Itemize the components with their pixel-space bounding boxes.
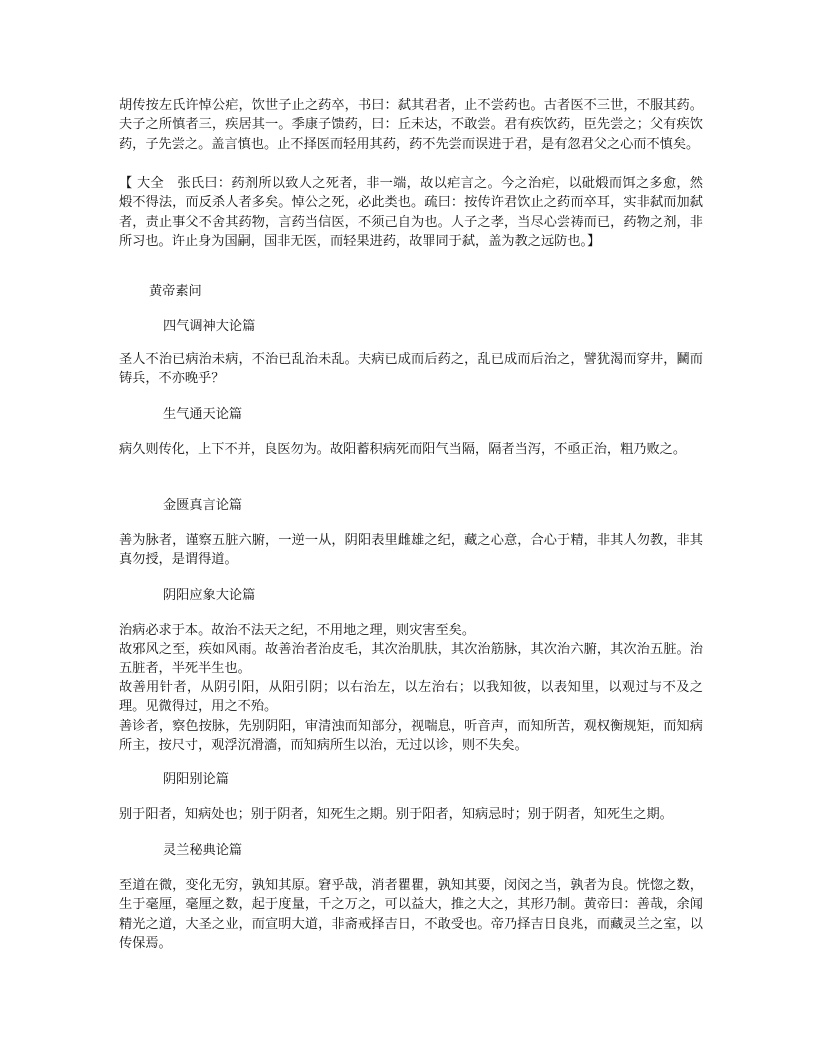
chapter-heading-yinyang-yingxiang: 阴阳应象大论篇 xyxy=(163,588,256,603)
paragraph-shengqi: 病久则传化，上下不并，良医勿为。故阳蓄积病死而阳气当隔，隔者当泻，不亟正治，粗乃败之。 xyxy=(119,442,687,457)
paragraph-hu-commentary: 胡传按左氏许悼公疟，饮世子止之药卒，书曰：弑其君者，止不尝药也。古者医不三世，不服其药。夫子之所慎者三，疾居其一。季康子馈药，曰：丘未达，不敢尝。君有疾饮药，臣先尝之；父有疾饮药，子先尝之。盖言慎也。止不择医而轻用其药，药不先尝而误进于君，是有忽君父之心而不慎矣。 xyxy=(119,98,703,152)
chapter-heading-shengqi: 生气通天论篇 xyxy=(163,407,243,422)
paragraph-yingxiang-2: 故邪风之至，疾如风雨。故善治者治皮毛，其次治肌肤，其次治筋脉，其次治六腑，其次治五脏。治五脏者，半死半生也。 xyxy=(119,642,703,677)
paragraph-yinyang-bie: 别于阳者，知病处也；别于阴者，知死生之期。别于阳者，知病忌时；别于阴者，知死生之期。 xyxy=(119,807,673,822)
chapter-heading-siqi: 四气调神大论篇 xyxy=(163,319,256,334)
paragraph-siqi: 圣人不治已病治未病，不治已乱治未乱。夫病已成而后药之，乱已成而后治之，譬犹渴而穿井，鬭而铸兵，不亦晚乎？ xyxy=(119,352,703,387)
paragraph-jingui: 善为脉者，谨察五脏六腑，一逆一从，阴阳表里雌雄之纪，藏之心意，合心于精，非其人勿教，非其真勿授，是谓得道。 xyxy=(119,533,703,568)
paragraph-daquan-note: 【 大全 张氏曰：药剂所以致人之死者，非一端，故以疟言之。今之治疟，以砒煅而饵之多愈，然煅不得法，而反杀人者多矣。悼公之死，必此类也。疏曰：按传许君饮止之药而卒耳，实非弑而加弑者，责止事父不舍其药物，言药当信医，不须己自为也。人子之孝，当尽心尝祷而已，药物之剂，非所习也。许止身为国嗣，国非无医，而轻果进药，故罪同于弑，盖为教之远防也。】 xyxy=(119,176,703,250)
paragraph-yingxiang-3: 故善用针者，从阴引阳，从阳引阴；以右治左，以左治右；以我知彼，以表知里，以观过与不及之理。见微得过，用之不殆。 xyxy=(119,680,703,715)
section-title-huangdi-suwen: 黄帝素问 xyxy=(149,284,202,299)
paragraph-linglan: 至道在微，变化无穷，孰知其原。窘乎哉，消者瞿瞿，孰知其要，闵闵之当，孰者为良。恍惚之数，生于毫厘，毫厘之数，起于度量，千之万之，可以益大，推之大之，其形乃制。黄帝曰：善哉，余闻精光之道，大圣之业，而宣明大道，非斋戒择吉日，不敢受也。帝乃择吉日良兆，而藏灵兰之室，以传保焉。 xyxy=(119,878,703,952)
chapter-heading-yinyang-bie: 阴阳别论篇 xyxy=(163,772,229,787)
chapter-heading-jingui: 金匮真言论篇 xyxy=(163,498,243,513)
paragraph-yingxiang-4: 善诊者，察色按脉，先别阴阳，审清浊而知部分，视喘息，听音声，而知所苦，观权衡规矩，而知病所主，按尺寸，观浮沉滑濇，而知病所生以治，无过以诊，则不失矣。 xyxy=(119,719,703,754)
chapter-heading-linglan: 灵兰秘典论篇 xyxy=(163,843,243,858)
paragraph-yingxiang-1: 治病必求于本。故治不法天之纪，不用地之理，则灾害至矣。 xyxy=(119,623,476,638)
